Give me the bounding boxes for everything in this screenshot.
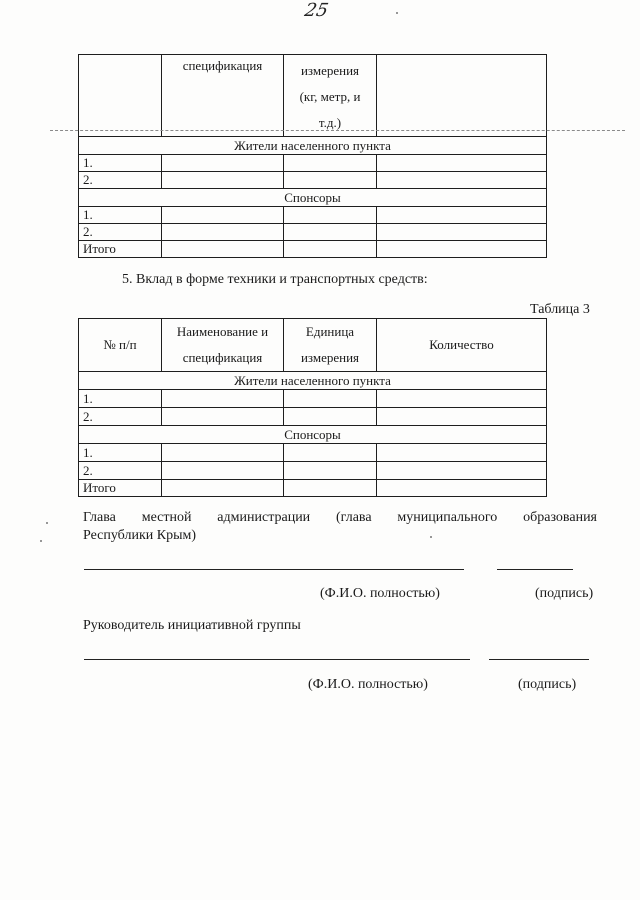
section-row (79, 372, 547, 390)
group-leader-fio-line (84, 659, 470, 660)
scan-speck (40, 540, 42, 542)
row-quantity (377, 444, 547, 462)
header-cell-quantity: Количество (377, 319, 547, 372)
section-residents: Жители населенного пункта (79, 372, 547, 390)
row-quantity (377, 155, 547, 172)
section-sponsors: Спонсоры (79, 426, 547, 444)
table3-vehicles (78, 318, 547, 497)
table-row (79, 444, 547, 462)
head-admin-signature-label: (подпись) (535, 586, 594, 601)
materials-table-continued (78, 54, 547, 258)
head-admin-fio-line (84, 569, 464, 570)
head-admin-line1: Глава местной администрации (глава муниципального образования (83, 510, 597, 525)
row-quantity (377, 207, 547, 224)
section-sponsors: Спонсоры (79, 189, 547, 207)
head-admin-line2: Республики Крым) (83, 528, 196, 543)
total-row (79, 241, 547, 258)
group-leader-fio-label: (Ф.И.О. полностью) (308, 677, 428, 692)
header-cell-number (79, 55, 162, 137)
row-number: 2. (79, 172, 162, 189)
row-number: 1. (79, 390, 162, 408)
scan-speck (430, 536, 432, 538)
header-cell-unit: измерения (кг, метр, и т.д.) (284, 55, 377, 137)
table-row (79, 172, 547, 189)
row-unit (284, 155, 377, 172)
row-name (162, 444, 284, 462)
row-number: 2. (79, 224, 162, 241)
table-row (79, 155, 547, 172)
table-header-row (79, 55, 547, 137)
row-name (162, 408, 284, 426)
row-name (162, 390, 284, 408)
table3-caption: Таблица 3 (530, 302, 590, 317)
total-row (79, 480, 547, 497)
head-admin-signature-line (497, 569, 573, 570)
total-unit (284, 480, 377, 497)
section-residents: Жители населенного пункта (79, 137, 547, 155)
row-number: 1. (79, 207, 162, 224)
row-name (162, 207, 284, 224)
group-leader-signature-label: (подпись) (518, 677, 577, 692)
section5-heading: 5. Вклад в форме техники и транспортных средств: (122, 272, 428, 287)
row-name (162, 155, 284, 172)
total-name (162, 480, 284, 497)
header-cell-number: № п/п (79, 319, 162, 372)
row-name (162, 224, 284, 241)
table-header-row (79, 319, 547, 372)
row-quantity (377, 462, 547, 480)
row-unit (284, 207, 377, 224)
header-cell-quantity (377, 55, 547, 137)
section-row (79, 137, 547, 155)
group-leader-signature-line (489, 659, 589, 660)
row-number: 2. (79, 408, 162, 426)
section-row (79, 426, 547, 444)
total-quantity (377, 480, 547, 497)
row-number: 1. (79, 444, 162, 462)
row-name (162, 462, 284, 480)
group-leader-label: Руководитель инициативной группы (83, 618, 301, 633)
table-row (79, 207, 547, 224)
row-unit (284, 408, 377, 426)
row-unit (284, 390, 377, 408)
total-label: Итого (79, 480, 162, 497)
scan-speck (396, 12, 398, 14)
row-quantity (377, 390, 547, 408)
header-cell-name: Наименование и спецификация (162, 319, 284, 372)
scan-fold-line (50, 130, 625, 131)
row-unit (284, 172, 377, 189)
total-label: Итого (79, 241, 162, 258)
row-unit (284, 224, 377, 241)
row-quantity (377, 408, 547, 426)
total-unit (284, 241, 377, 258)
total-name (162, 241, 284, 258)
table-row (79, 390, 547, 408)
row-number: 2. (79, 462, 162, 480)
head-admin-fio-label: (Ф.И.О. полностью) (320, 586, 440, 601)
row-number: 1. (79, 155, 162, 172)
table-row (79, 224, 547, 241)
row-unit (284, 462, 377, 480)
table-row (79, 462, 547, 480)
header-cell-specification: спецификация (162, 55, 284, 137)
row-quantity (377, 224, 547, 241)
row-quantity (377, 172, 547, 189)
page-number: 25 (302, 0, 331, 21)
section-row (79, 189, 547, 207)
row-unit (284, 444, 377, 462)
table-row (79, 408, 547, 426)
header-cell-unit: Единица измерения (284, 319, 377, 372)
scan-speck (46, 522, 48, 524)
total-quantity (377, 241, 547, 258)
row-name (162, 172, 284, 189)
